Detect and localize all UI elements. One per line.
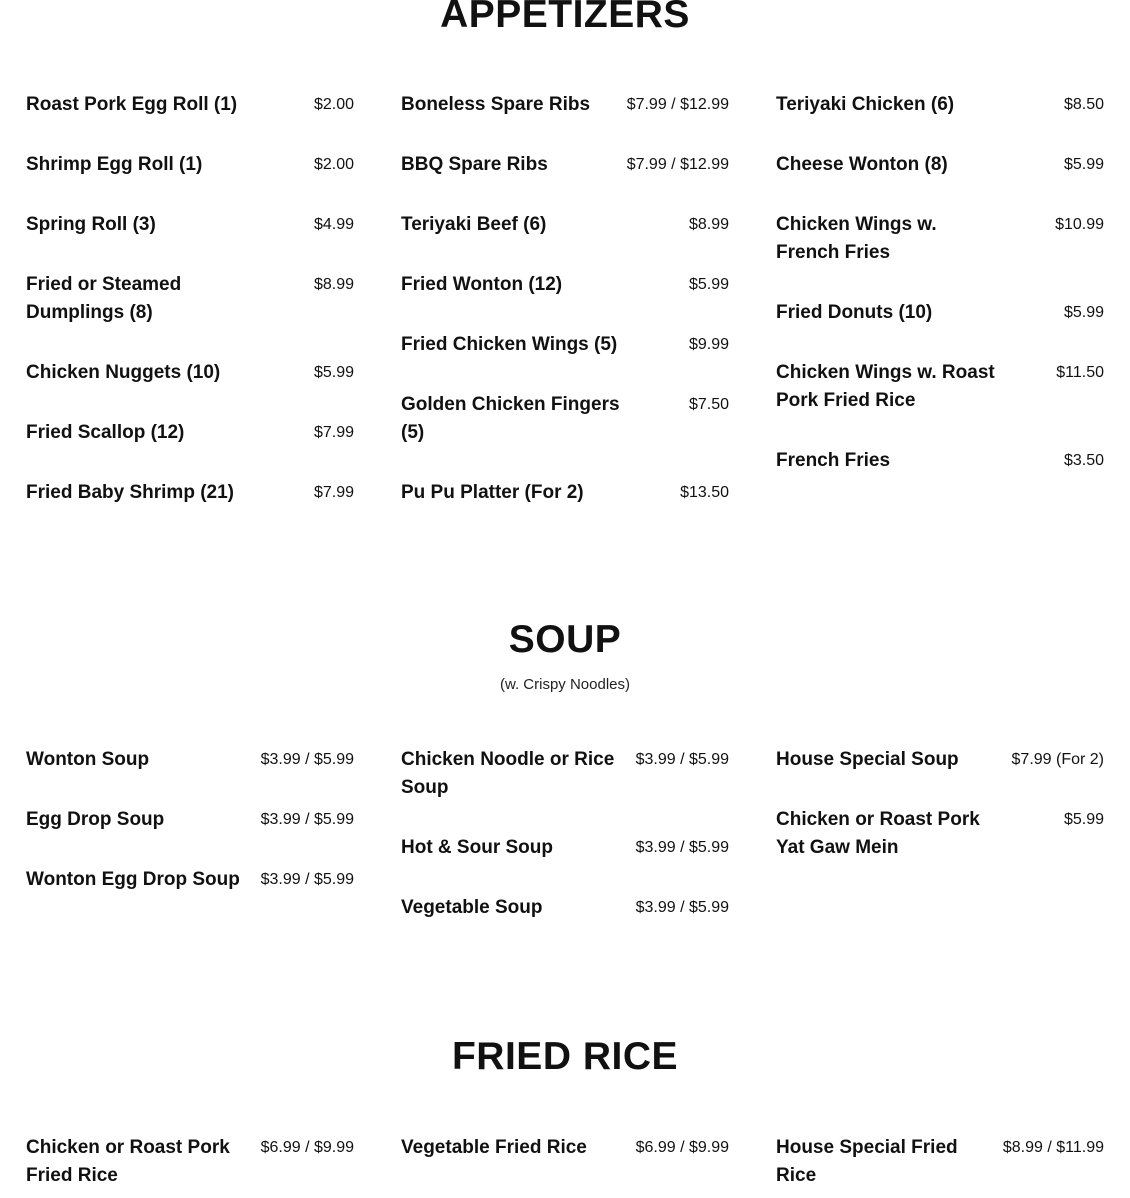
menu-item-price: $7.99 <box>313 424 354 441</box>
menu-item-price: $7.99 (For 2) <box>1011 751 1104 768</box>
menu-item-price: $13.50 <box>680 484 729 501</box>
menu-item <box>401 479 729 507</box>
menu-item <box>26 91 354 119</box>
menu-item-price: $9.99 <box>688 336 729 353</box>
menu-item-name: Fried Wonton (12) <box>401 274 563 295</box>
menu-item <box>26 746 354 774</box>
menu-item-name: Chicken Wings w. French Fries <box>776 214 937 263</box>
menu-item-price: $10.99 <box>1055 216 1104 233</box>
menu-item <box>401 746 729 802</box>
menu-column-1 <box>26 1134 354 1190</box>
menu-item <box>26 271 354 327</box>
menu-item-name: Teriyaki Chicken (6) <box>776 94 955 115</box>
menu-item <box>401 834 729 862</box>
menu-item-price: $11.50 <box>1056 364 1104 381</box>
menu-item-price: $3.99 / $5.99 <box>260 811 354 828</box>
menu-item-name: Fried Donuts (10) <box>776 302 933 323</box>
menu-item-price: $6.99 / $9.99 <box>260 1139 354 1156</box>
menu-item-price: $3.50 <box>1063 452 1104 469</box>
menu-column-2 <box>401 746 729 922</box>
menu-item <box>776 806 1104 862</box>
menu-item <box>401 271 729 299</box>
menu-item-price: $6.99 / $9.99 <box>635 1139 729 1156</box>
menu-item-name: Fried or Steamed Dumplings (8) <box>26 274 182 323</box>
menu-item-name: Fried Scallop (12) <box>26 422 185 443</box>
section-subtitle: (w. Crispy Noodles) <box>499 676 631 693</box>
menu-item-name: Chicken Wings w. Roast Pork Fried Rice <box>776 362 995 411</box>
menu-item-name: Fried Chicken Wings (5) <box>401 334 618 355</box>
menu-item-name: Roast Pork Egg Roll (1) <box>26 94 238 115</box>
menu-item <box>26 211 354 239</box>
menu-item-name: BBQ Spare Ribs <box>401 154 548 175</box>
menu-item-price: $5.99 <box>688 276 729 293</box>
menu-column-1 <box>26 746 354 894</box>
menu-item-price: $8.99 <box>688 216 729 233</box>
menu-column-3 <box>776 91 1104 475</box>
menu-item-name: French Fries <box>776 450 891 471</box>
menu-item <box>26 866 354 894</box>
menu-item-name: Pu Pu Platter (For 2) <box>401 482 584 503</box>
menu-item-name: House Special Fried Rice <box>776 1137 958 1186</box>
menu-item-name: Fried Baby Shrimp (21) <box>26 482 234 503</box>
menu-item-name: Chicken or Roast Pork Yat Gaw Mein <box>776 809 980 858</box>
menu-item-price: $8.99 <box>313 276 354 293</box>
menu-item-name: Boneless Spare Ribs <box>401 94 591 115</box>
menu-item-name: Wonton Soup <box>26 749 150 770</box>
menu-item-price: $7.99 / $12.99 <box>626 156 729 173</box>
menu-item-name: Chicken Nuggets (10) <box>26 362 221 383</box>
menu-item <box>26 479 354 507</box>
menu-column-1 <box>26 91 354 507</box>
menu-item-price: $7.99 <box>313 484 354 501</box>
menu-item <box>26 1134 354 1190</box>
menu-item-price: $3.99 / $5.99 <box>635 899 729 916</box>
menu-item <box>401 894 729 922</box>
section-title: SOUP <box>508 618 622 661</box>
menu-item <box>776 151 1104 179</box>
menu-item-name: Chicken Noodle or Rice Soup <box>401 749 615 798</box>
menu-column-2 <box>401 91 729 507</box>
menu-item-price: $3.99 / $5.99 <box>260 871 354 888</box>
menu-item-price: $3.99 / $5.99 <box>635 751 729 768</box>
menu-item-price: $8.50 <box>1063 96 1104 113</box>
menu-item <box>401 391 729 447</box>
menu-item-price: $3.99 / $5.99 <box>635 839 729 856</box>
menu-item-name: Vegetable Fried Rice <box>401 1137 587 1158</box>
menu-item <box>776 299 1104 327</box>
menu-item-name: Hot & Sour Soup <box>401 837 553 858</box>
menu-item <box>401 331 729 359</box>
section-title: FRIED RICE <box>451 1035 678 1078</box>
menu-item <box>401 151 729 179</box>
menu-item <box>26 419 354 447</box>
menu-item <box>26 359 354 387</box>
menu-item-price: $8.99 / $11.99 <box>1002 1139 1104 1156</box>
menu-item-price: $3.99 / $5.99 <box>260 751 354 768</box>
menu-item-price: $2.00 <box>313 96 354 113</box>
menu-item <box>776 211 1104 267</box>
menu-item-name: Wonton Egg Drop Soup <box>26 869 240 890</box>
menu-item-price: $5.99 <box>1063 304 1104 321</box>
menu-item-price: $4.99 <box>313 216 354 233</box>
menu-item-price: $5.99 <box>313 364 354 381</box>
menu-item-name: House Special Soup <box>776 749 959 770</box>
menu-item-price: $2.00 <box>313 156 354 173</box>
menu-item-price: $7.50 <box>688 396 729 413</box>
menu-column-3 <box>776 746 1104 862</box>
menu-item-name: Teriyaki Beef (6) <box>401 214 547 235</box>
menu-item <box>776 359 1104 415</box>
menu-item <box>401 211 729 239</box>
menu-item-name: Golden Chicken Fingers (5) <box>401 394 620 443</box>
menu-item-name: Shrimp Egg Roll (1) <box>26 154 203 175</box>
menu-item-name: Cheese Wonton (8) <box>776 154 948 175</box>
menu-item-price: $7.99 / $12.99 <box>626 96 729 113</box>
menu-item <box>401 1134 729 1162</box>
menu-column-3 <box>776 1134 1104 1190</box>
menu-item <box>776 447 1104 475</box>
section-title: APPETIZERS <box>440 0 690 36</box>
menu-item <box>26 151 354 179</box>
menu-item-price: $5.99 <box>1063 156 1104 173</box>
menu-column-2 <box>401 1134 729 1162</box>
menu-item <box>26 806 354 834</box>
menu-item-name: Chicken or Roast Pork Fried Rice <box>26 1137 230 1186</box>
menu-item-price: $5.99 <box>1063 811 1104 828</box>
menu-item-name: Egg Drop Soup <box>26 809 165 830</box>
menu-item <box>776 1134 1104 1190</box>
menu-item-name: Vegetable Soup <box>401 897 543 918</box>
menu-item <box>776 746 1104 774</box>
menu-item-name: Spring Roll (3) <box>26 214 156 235</box>
menu-item <box>401 91 729 119</box>
menu-item <box>776 91 1104 119</box>
